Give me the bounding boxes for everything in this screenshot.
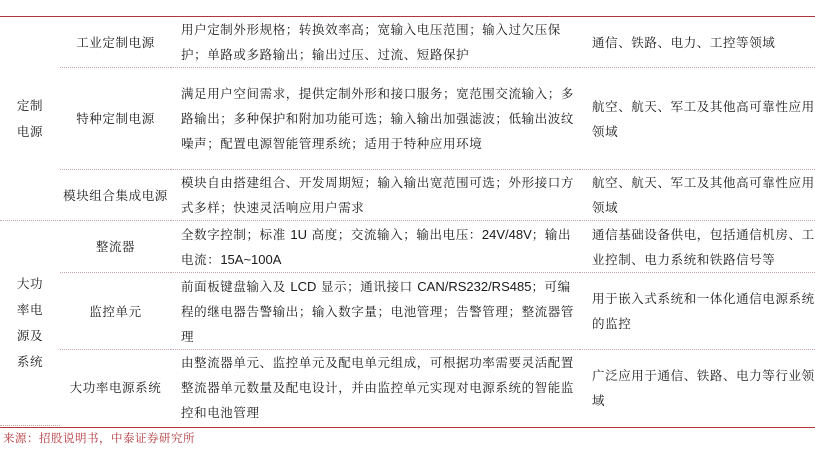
product-name: 工业定制电源 bbox=[60, 17, 171, 68]
application-field: 广泛应用于通信、铁路、电力等行业领域 bbox=[592, 367, 815, 408]
table-row bbox=[0, 68, 815, 170]
product-name: 特种定制电源 bbox=[60, 68, 171, 170]
table-row bbox=[0, 273, 815, 350]
product-table bbox=[0, 17, 815, 426]
bottom-rule bbox=[0, 427, 815, 428]
application-field: 用于嵌入式系统和一体化通信电源系统的监控 bbox=[580, 273, 815, 350]
product-name: 模块组合集成电源 bbox=[60, 170, 171, 221]
product-description: 前面板键盘输入及 LCD 显示；通讯接口 CAN/RS232/RS485；可编程的继电器告警输出；输入数字量；电池管理；告警管理；整流器管理 bbox=[171, 273, 580, 350]
product-description: 满足用户空间需求，提供定制外形和接口服务；宽范围交流输入；多路输出；多种保护和附加功能可选；输入输出加强滤波；低输出波纹噪声；配置电源智能管理系统；适用于特种应用环境 bbox=[171, 68, 580, 170]
table-row bbox=[0, 170, 815, 221]
product-name: 监控单元 bbox=[60, 273, 171, 350]
product-description: 用户定制外形规格；转换效率高；宽输入电压范围；输入过欠压保护；单路或多路输出；输出过压、过流、短路保护 bbox=[171, 17, 580, 68]
table-row bbox=[0, 350, 815, 426]
group-label: 定制 电源 bbox=[0, 17, 60, 221]
product-description: 全数字控制；标准 1U 高度；交流输入；输出电压：24V/48V；输出电流：15A~100A bbox=[171, 221, 580, 273]
table-row bbox=[0, 17, 815, 68]
application-field: 通信基础设备供电，包括通信机房、工业控制、电力系统和铁路信号等 bbox=[580, 221, 815, 273]
group-label: 大功 率电 源及 系统 bbox=[0, 221, 60, 426]
application-field: 通信、铁路、电力、工控等领域 bbox=[580, 17, 815, 68]
source-note: 来源：招股说明书，中泰证券研究所 bbox=[3, 431, 195, 445]
product-name: 大功率电源系统 bbox=[69, 380, 162, 396]
product-description: 由整流器单元、监控单元及配电单元组成，可根据功率需要灵活配置整流器单元数量及配电设计，并由监控单元实现对电源系统的智能监控和电池管理 bbox=[181, 355, 575, 421]
product-name: 整流器 bbox=[60, 221, 171, 273]
application-field: 航空、航天、军工及其他高可靠性应用领域 bbox=[580, 68, 815, 170]
application-field: 航空、航天、军工及其他高可靠性应用领域 bbox=[580, 170, 815, 221]
product-description: 模块自由搭建组合、开发周期短；输入输出宽范围可选；外形接口方式多样；快速灵活响应用户需求 bbox=[171, 170, 580, 221]
table-row bbox=[0, 221, 815, 273]
